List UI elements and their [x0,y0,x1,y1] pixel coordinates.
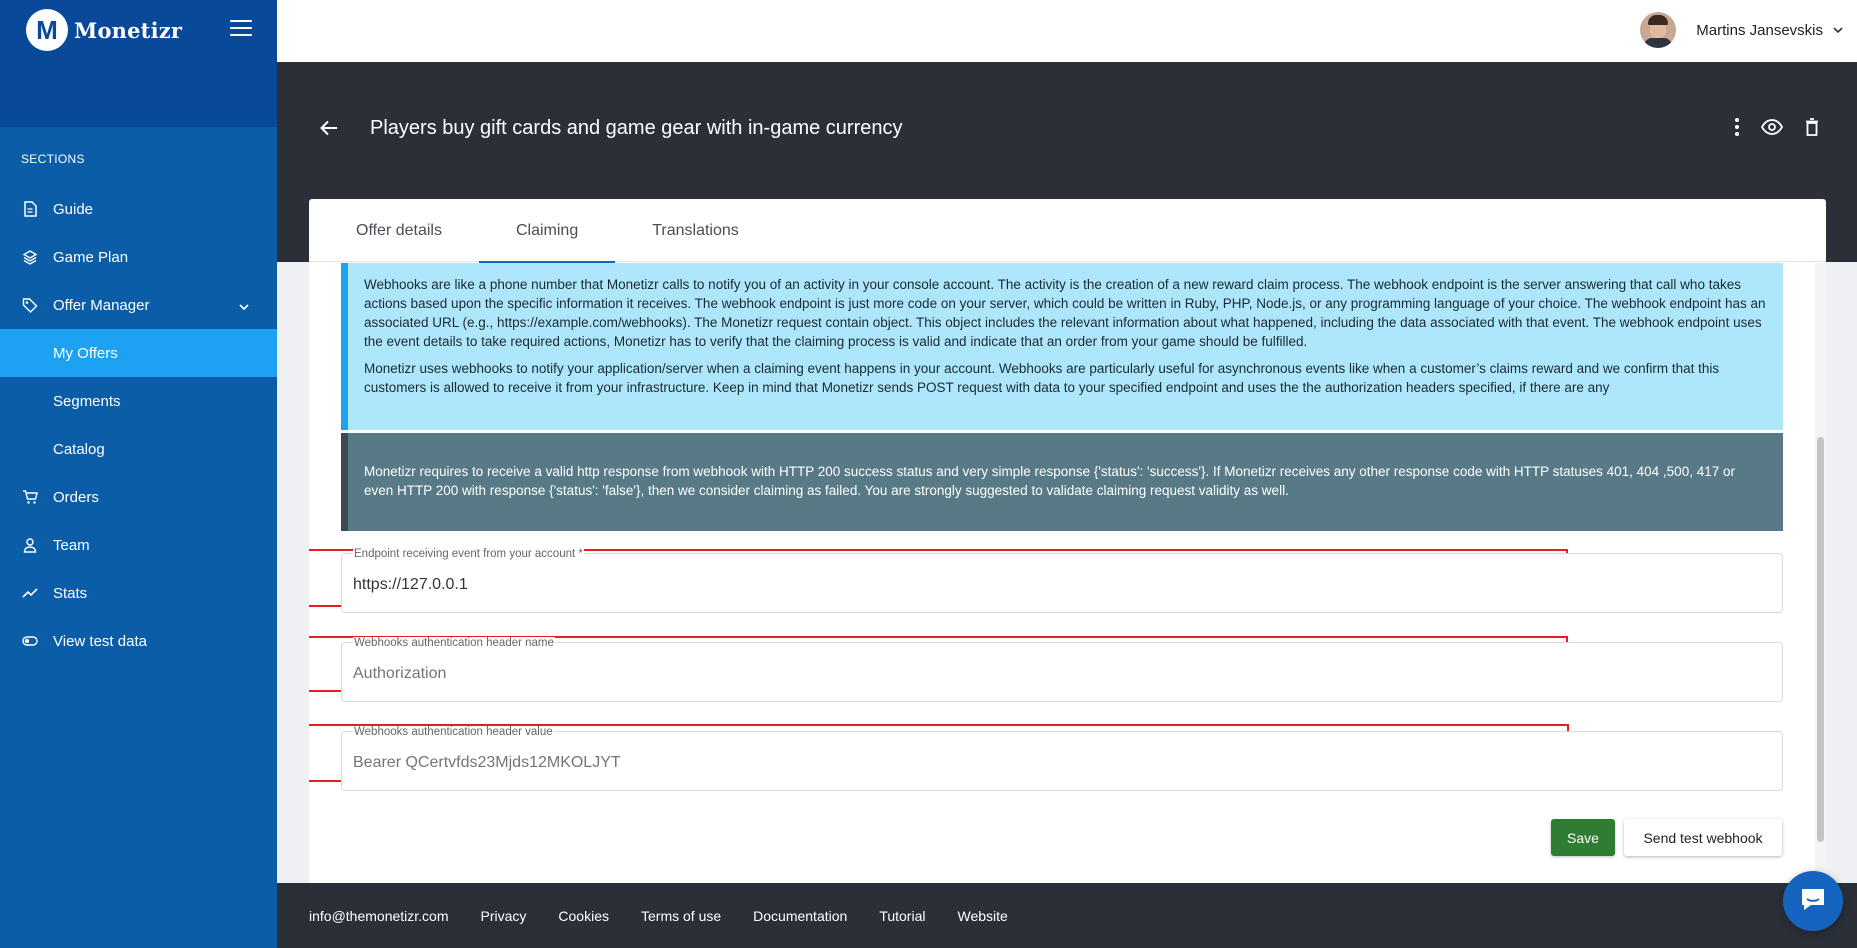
tag-icon [22,297,38,313]
sidebar-item-offer-manager[interactable] [0,281,277,329]
user-menu[interactable] [1640,12,1843,48]
send-test-webhook-button[interactable]: Send test webhook [1624,819,1782,856]
chat-button[interactable] [1783,871,1843,931]
field-label: Webhooks authentication header value [354,726,553,738]
sections-title: SECTIONS [21,152,85,166]
offer-card [309,199,1826,883]
tab-translations[interactable]: Translations [652,221,739,239]
endpoint-input[interactable] [353,576,1772,594]
header-actions [1735,118,1819,136]
top-bar [277,0,1857,62]
footer-link-terms[interactable]: Terms of use [641,907,722,924]
trend-icon [22,585,38,601]
logo[interactable] [26,9,182,51]
scrollbar-thumb[interactable] [1817,437,1824,842]
sidebar-item-catalog[interactable] [0,425,277,473]
logo-text: Monetizr [74,17,183,43]
sidebar-item-label: Team [53,536,90,554]
sidebar-nav [0,185,277,665]
sidebar [0,0,277,948]
logo-mark: M [26,9,68,51]
sidebar-item-label: Segments [53,392,121,410]
back-arrow-icon[interactable] [320,120,338,141]
sidebar-item-label: Offer Manager [53,296,150,314]
tab-claiming[interactable]: Claiming [479,199,615,262]
sidebar-item-game-plan[interactable] [0,233,277,281]
field-label: Webhooks authentication header name [354,637,554,649]
user-name: Martins Jansevskis [1696,21,1823,39]
footer-link-cookies[interactable]: Cookies [558,907,609,924]
eye-icon[interactable] [1761,119,1783,135]
sidebar-item-my-offers[interactable] [0,329,277,377]
tab-bar [309,199,1826,262]
sidebar-item-label: Game Plan [53,248,129,266]
sidebar-item-segments[interactable] [0,377,277,425]
menu-icon[interactable] [230,20,252,38]
footer-link-website[interactable]: Website [957,907,1008,924]
sidebar-item-view-test-data[interactable] [0,617,277,665]
avatar [1640,12,1676,48]
sidebar-item-orders[interactable] [0,473,277,521]
info-paragraph: Monetizr uses webhooks to notify your application/server when a claiming event happens in your account. Webhooks are particularly useful for asynchronous events like when a customer’s claims reward and we confirm that this customers is allowed to receive it from your infrastructure. Keep in mind that Monetizr sends POST request with data to your specified endpoint and uses the the authorization headers specified, if there are any [364,361,1720,395]
more-vertical-icon[interactable] [1735,118,1739,136]
page-title: Players buy gift cards and game gear with in-game currency [370,117,903,139]
toggle-icon [22,633,38,649]
save-button[interactable]: Save [1551,819,1615,856]
webhook-warning-box [341,433,1783,531]
person-icon [22,537,38,553]
sidebar-item-team[interactable] [0,521,277,569]
footer-link-privacy[interactable]: Privacy [480,907,527,924]
chevron-down-icon [239,298,249,315]
cart-icon [22,489,38,505]
sidebar-item-label: Stats [53,584,88,602]
sidebar-item-label: Catalog [53,440,105,458]
warning-paragraph: Monetizr requires to receive a valid http response from webhook with HTTP 200 success status and very simple response {'status': 'success'}. If Monetizr receives any other response code with HTTP statuses 401, 404 ,500, 417 or even HTTP 200 with response {'status': 'false'}, then we consider claiming as failed. You are strongly suggested to validate claiming request validity as well. [364,464,1735,498]
claiming-content [309,263,1826,883]
chat-icon [1799,886,1827,917]
footer-link-documentation[interactable]: Documentation [753,907,848,924]
sidebar-item-guide[interactable] [0,185,277,233]
header-value-input[interactable] [353,754,1772,772]
sidebar-item-label: Orders [53,488,99,506]
sidebar-item-label: View test data [53,632,147,650]
header-name-input[interactable] [353,665,1772,683]
webhook-info-box [341,263,1783,430]
scrollbar[interactable] [1815,263,1826,883]
header-value-field [341,726,1783,791]
sidebar-item-stats[interactable] [0,569,277,617]
document-icon [22,201,38,217]
layers-icon [22,249,38,265]
footer-link-email[interactable]: info@themonetizr.com [309,907,449,924]
footer-link-tutorial[interactable]: Tutorial [879,907,926,924]
field-label: Endpoint receiving event from your account * [354,548,583,560]
info-paragraph: Webhooks are like a phone number that Monetizr calls to notify you of an activity in your console account. The activity is the creation of a new reward claim process. The webhook endpoint is the server answering that call who takes actions based upon the specific information it receives. The webhook endpoint is just more code on your server, which could be written in Ruby, PHP, Node.js, or any programming language of your choice. The webhook endpoint has an associated URL (e.g., https://example.com/webhooks). The Monetizr request contain object. This object includes the relevant information about what happened, including the data associated with that event. The webhook endpoint uses the event details to take required actions, Monetizr has to verify that the claiming process is valid and indicate that an order from your game should be fulfilled. [364,277,1766,349]
footer [277,883,1857,948]
sidebar-item-label: My Offers [53,344,118,362]
sidebar-header [0,0,277,127]
chevron-down-icon [1833,21,1843,39]
endpoint-field [341,548,1783,613]
tab-offer-details[interactable]: Offer details [356,221,442,239]
header-name-field [341,637,1783,702]
sidebar-item-label: Guide [53,200,94,218]
trash-icon[interactable] [1805,118,1819,136]
